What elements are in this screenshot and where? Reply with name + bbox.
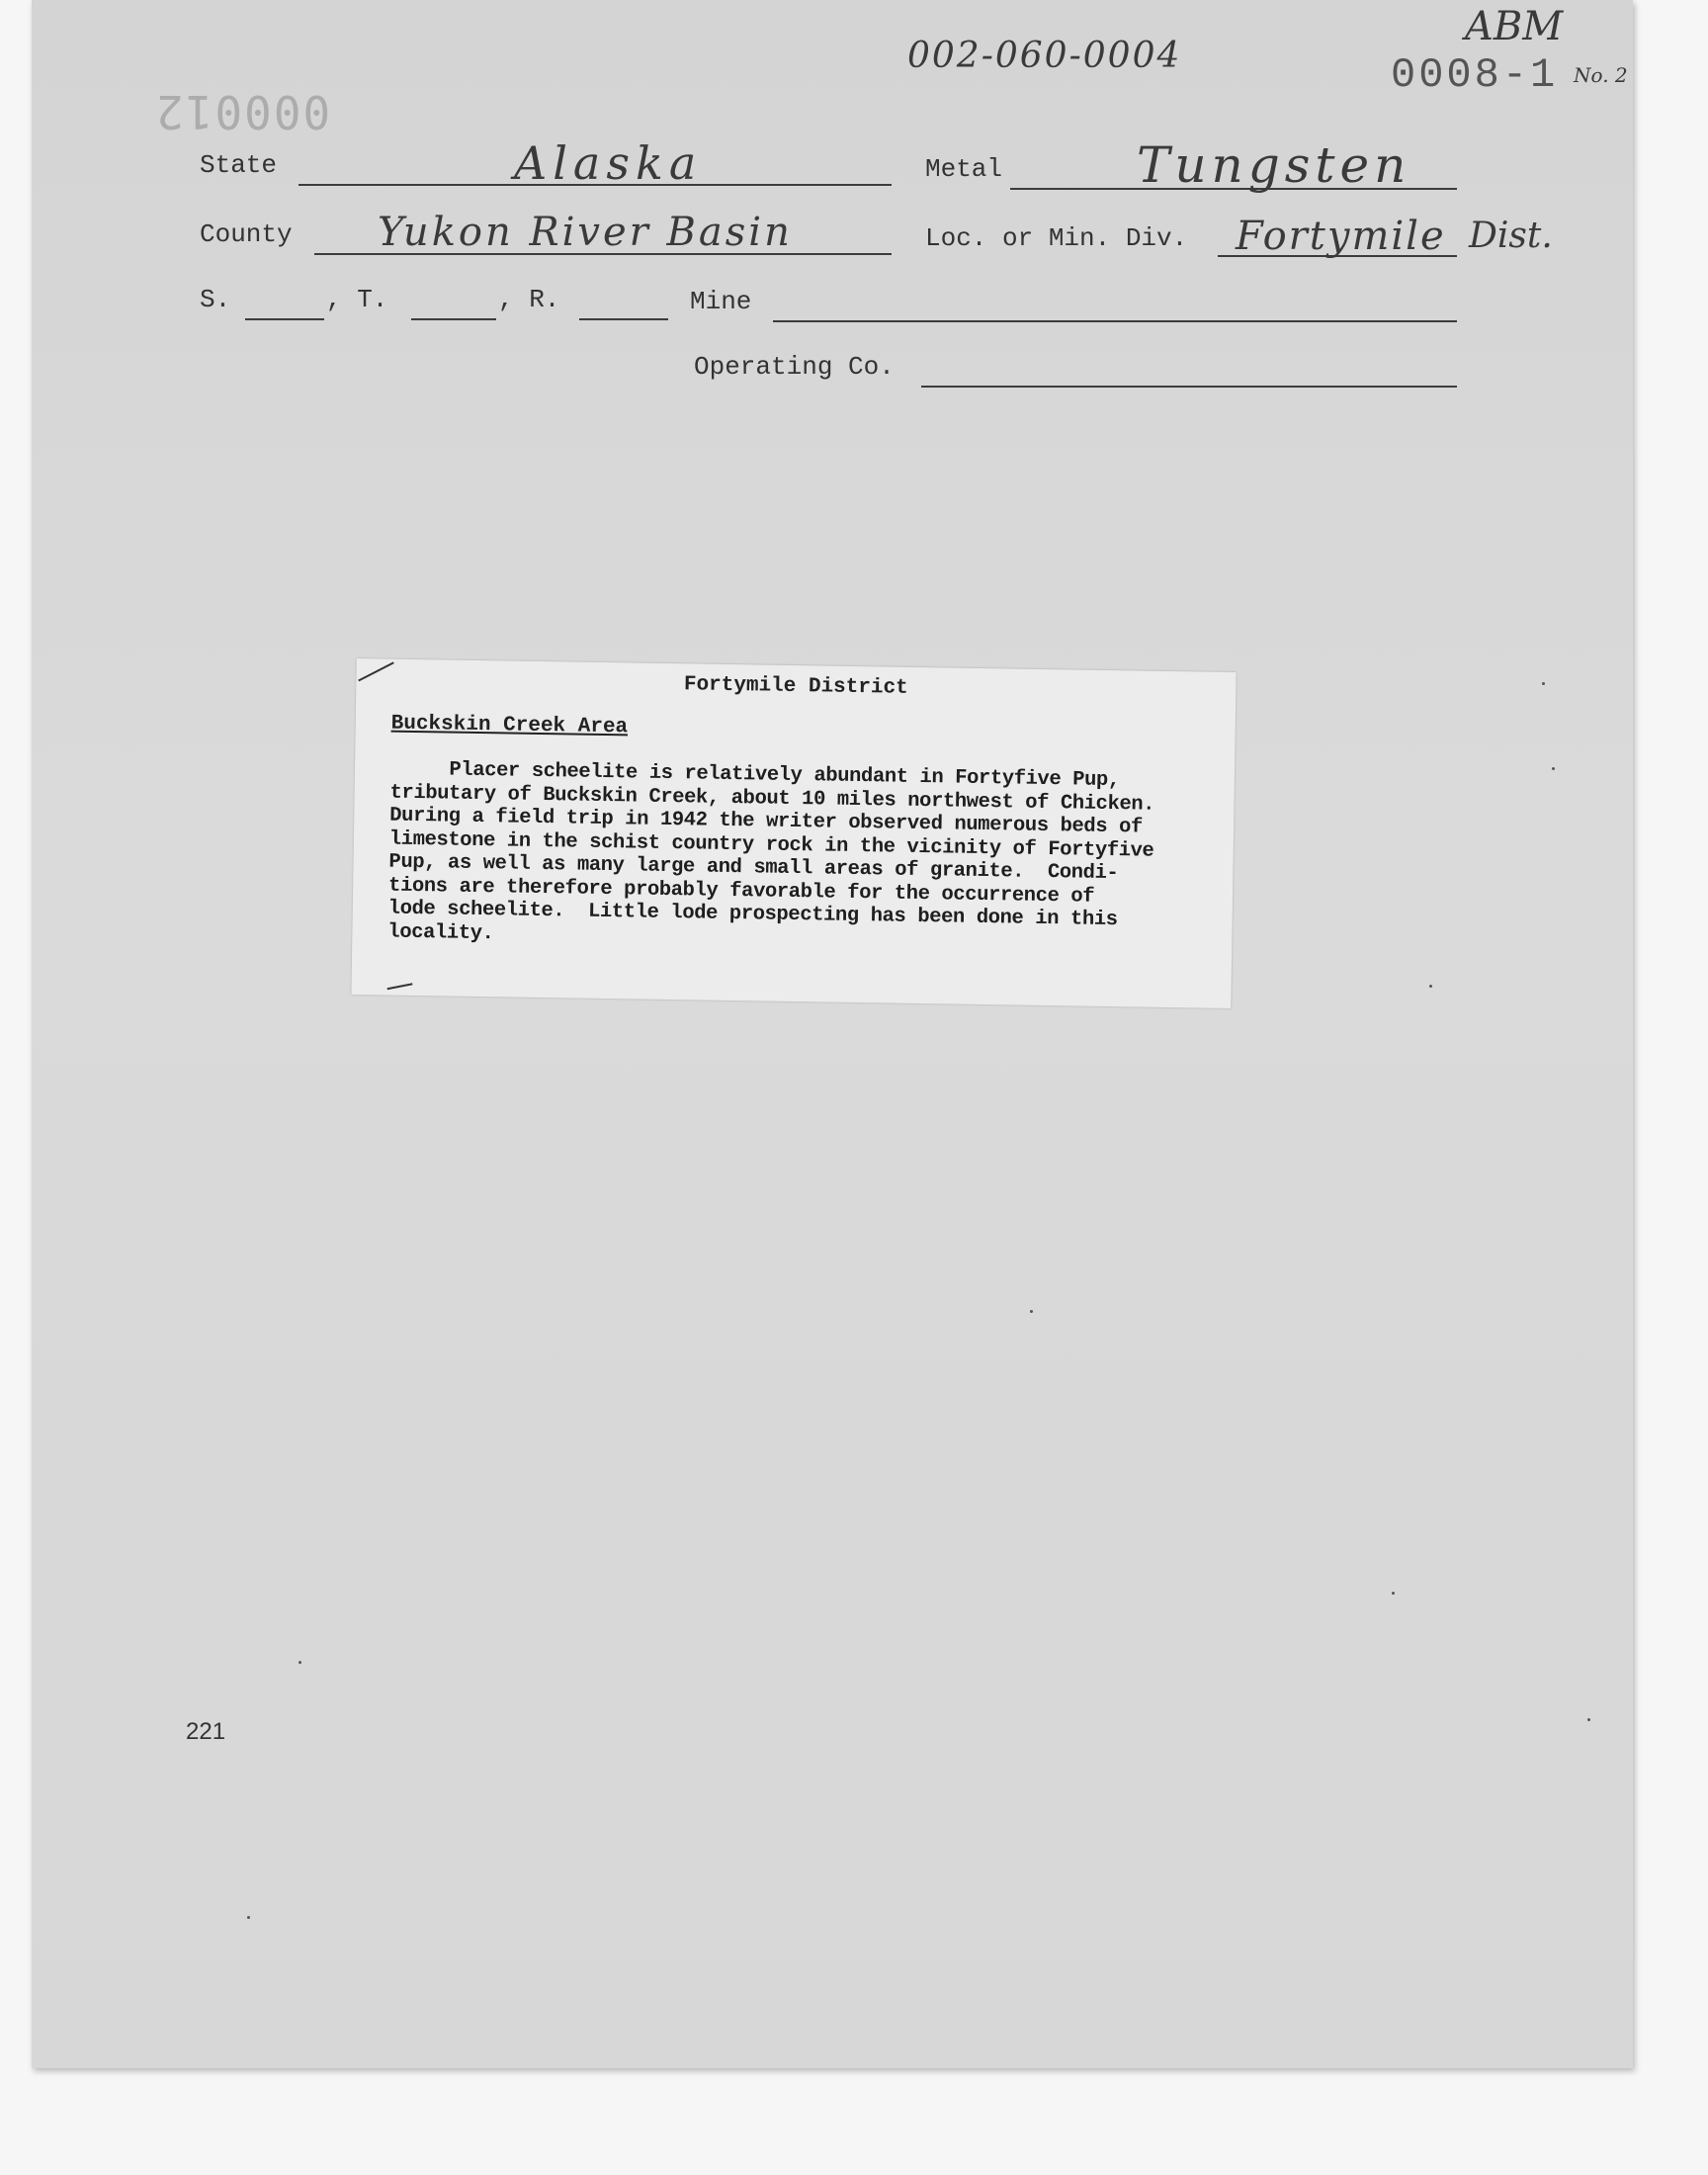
mine-label: Mine — [690, 287, 752, 316]
loc-value: Fortymile — [1236, 214, 1446, 259]
metal-value: Tungsten — [1137, 136, 1411, 194]
operating-label: Operating Co. — [694, 352, 895, 382]
speck — [1542, 682, 1545, 685]
clipping-subtitle: Buckskin Creek Area — [390, 712, 629, 740]
operating-underline — [921, 386, 1457, 388]
county-value: Yukon River Basin — [378, 210, 793, 255]
speck — [247, 1916, 250, 1919]
township-label: , T. — [326, 285, 388, 314]
pasted-clipping — [351, 658, 1236, 1008]
clipping-title: Fortymile District — [683, 673, 908, 700]
loc-suffix: Dist. — [1469, 216, 1553, 256]
ghost-stamp: 000012 — [154, 85, 331, 138]
handwritten-note: No. 2 — [1574, 63, 1628, 87]
metal-label: Metal — [925, 154, 1003, 184]
speck — [1587, 1718, 1590, 1721]
section-underline — [245, 318, 324, 320]
speck — [1392, 1592, 1395, 1595]
township-underline — [411, 318, 496, 320]
speck — [299, 1661, 301, 1664]
document-number: 002-060-0004 — [907, 36, 1182, 76]
state-label: State — [200, 150, 278, 180]
county-label: County — [200, 219, 293, 249]
speck — [1030, 1310, 1033, 1313]
mine-underline — [773, 320, 1457, 322]
range-label: , R. — [498, 285, 560, 314]
document-page — [32, 0, 1633, 2068]
clipping-body: Placer scheelite is relatively abundant in Fortyfive Pup, tributary of Buckskin Creek, about 10 miles northwest of Chicken. During a field trip in 1942 the writer observed numerous beds of limestone in the schist country rock in the vicinity of Fortyfive Pup, as well as many large and small areas of granite. Condi- tions are therefore probably favorable for the occurrence of lode scheelite. Little lode prospecting has been done in this locality. — [387, 757, 1155, 945]
range-underline — [579, 318, 668, 320]
stamp-number: 0008-1 — [1391, 51, 1559, 99]
section-label: S. — [200, 285, 231, 314]
corner-mark-bottom — [387, 983, 413, 990]
speck — [1429, 985, 1432, 988]
loc-label: Loc. or Min. Div. — [925, 223, 1188, 253]
initials: ABM — [1465, 4, 1564, 49]
page-number: 221 — [186, 1718, 226, 1745]
state-value: Alaska — [514, 136, 703, 190]
speck — [1552, 767, 1555, 770]
